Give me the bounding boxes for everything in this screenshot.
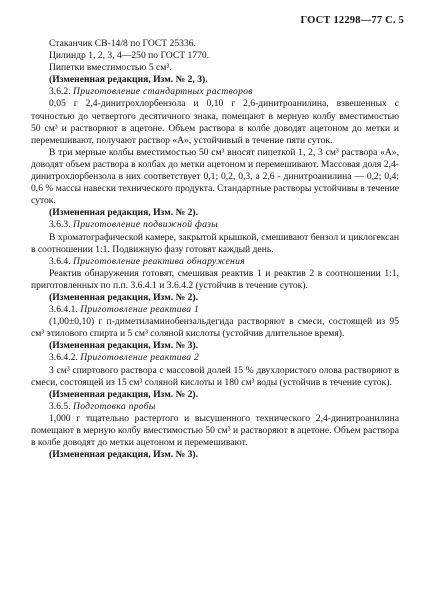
block-text: Приготовление стандартных растворов [72, 86, 253, 98]
paragraph [31, 147, 399, 207]
block-text: Приготовление подвижной фазы [72, 219, 219, 231]
block-text: (1,00±0,10) г п-диметиламинобензальдегида растворяют в смеси, состоящей из 95 см³ этилового спирта и 5 см³ соляной кислоты (устойчив длительное время). [31, 316, 399, 340]
paragraph [31, 268, 399, 292]
paragraph [31, 62, 399, 74]
section-number: 3.6.4.2. [49, 352, 81, 364]
block-text: В три мерные колбы вместимостью 50 см³ вносят пипеткой 1, 2, 3 см³ раствора «А», доводят объем раствора в колбах до метки ацетоном и перемешивают. Массовая доля 2,4- динитрохлорбензола в них соответствует 0,1; 0,2, 0,3, а 2,6 - динитроанилина — 0,2; 0,4; 0,6 % массы навески технического продукта. Стандартные растворы устойчивы в течение суток. [31, 146, 399, 207]
page-header: ГОСТ 12298—77 С. 5 [300, 15, 404, 26]
paragraph [31, 50, 399, 62]
section-heading [31, 401, 399, 413]
block-text: (Измененная редакция, Изм. № 3). [49, 449, 199, 461]
block-text: Цилиндр 1, 2, 3, 4—250 по ГОСТ 1770. [49, 50, 210, 62]
section-number: 3.6.4.1. [49, 304, 81, 316]
revision-note [31, 449, 399, 461]
block-text: (Измененная редакция, Изм. № 2). [49, 388, 199, 400]
block-text: В хроматографической камере, закрытой крышкой, смешивают бензол и циклогексан в соотношении 1:1. Подвижную фазу готовят каждый день. [31, 231, 399, 255]
block-text: Стаканчик СВ-14/8 по ГОСТ 25336. [49, 38, 196, 49]
paragraph [31, 232, 399, 256]
block-text: 1,000 г тщательно растертого и высушенного технического 2,4-динитроанилина помещают в мерную колбу вместимостью 50 см³ и растворяют в ацетоне. Объем раствора в колбе доводят до метки ацетоном и перемешивают. [31, 412, 399, 449]
revision-note [31, 74, 399, 86]
section-heading [31, 219, 399, 231]
paragraph [31, 365, 399, 389]
section-heading [31, 304, 399, 316]
block-text: 0,05 г 2,4-динитрохлорбензола и 0,10 г 2,6-динитроанилина, взвешенных с точностью до четвертого десятичного знака, помещают в мерную колбу вместимостью 50 см³ и растворяют в ацетоне. Объем раствора в колбе доводят ацетоном до метки и перемешивают, получают раствор «А», устойчивый в течение пяти суток. [31, 98, 399, 146]
block-text: (Измененная редакция, Изм. № 2, 3). [49, 74, 208, 86]
block-text: (Измененная редакция, Изм. № 2). [49, 207, 199, 219]
block-text: (Измененная редакция, Изм. № 3). [49, 340, 199, 352]
block-text: (Измененная редакция, Изм. № 2). [49, 291, 199, 303]
section-number: 3.6.3. [49, 219, 73, 231]
revision-note [31, 207, 399, 219]
revision-note [31, 389, 399, 401]
revision-note [31, 340, 399, 352]
section-heading [31, 256, 399, 268]
revision-note [31, 292, 399, 304]
block-text: Подготовка пробы [72, 400, 156, 412]
paragraph [31, 98, 399, 146]
block-text: Пипетки вместимостью 5 см³. [49, 62, 172, 74]
paragraph [31, 413, 399, 449]
section-heading [31, 86, 399, 98]
block-text: Приготовление реактива обнаружения [72, 255, 245, 267]
block-text: 3 см³ спиртового раствора с массовой долей 15 % двухлористого олова растворяют в смеси, состоящей из 15 см³ соляной кислоты и 180 см³ воды (устойчив в течение суток). [31, 364, 399, 388]
section-number: 3.6.2. [49, 86, 73, 98]
section-heading [31, 352, 399, 364]
block-text: Реактив обнаружения готовят, смешивая реактив 1 и реактив 2 в соотношении 1:1, приготовленных по п.п. 3.6.4.1 и 3.6.4.2 (устойчив в течение суток). [31, 267, 399, 291]
block-text: Приготовление реактива 1 [80, 304, 200, 316]
section-number: 3.6.5. [49, 400, 73, 412]
paragraph [31, 38, 399, 50]
paragraph [31, 316, 399, 340]
document-body [31, 38, 399, 461]
section-number: 3.6.4. [49, 255, 73, 267]
block-text: Приготовление реактива 2 [80, 352, 200, 364]
